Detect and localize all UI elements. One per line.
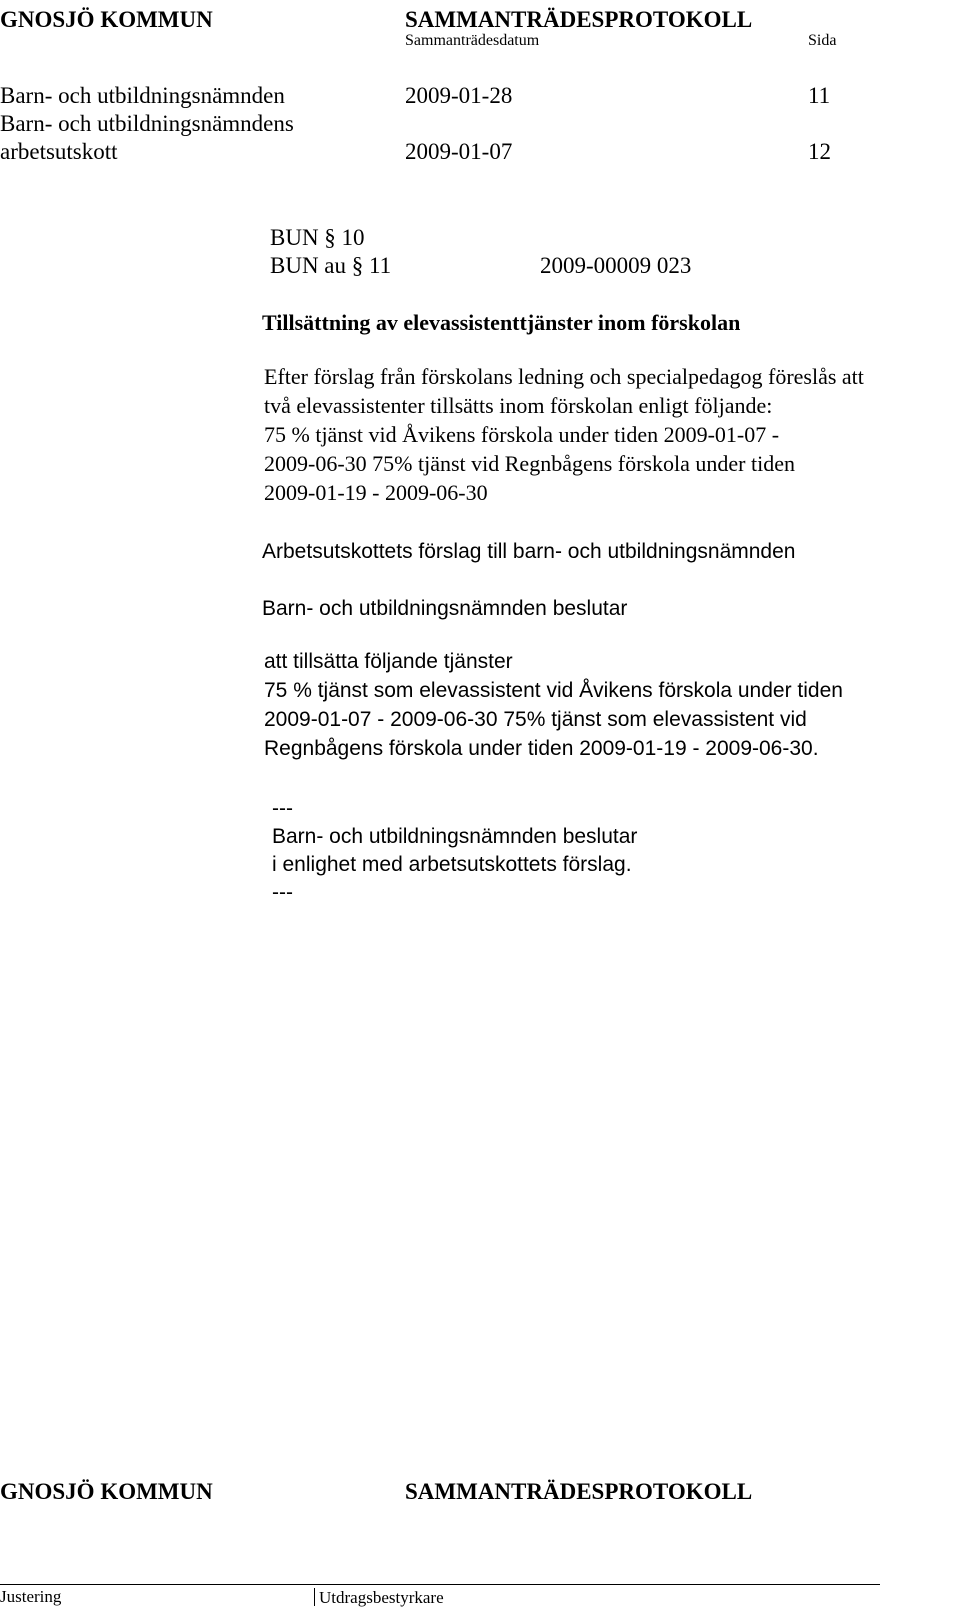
- header-date-label: Sammanträdesdatum: [405, 32, 540, 49]
- meeting-body-cont: arbetsutskott: [0, 139, 118, 164]
- document-title: Tillsättning av elevassistenttjänster inom förskolan: [262, 310, 741, 335]
- meeting-date: 2009-01-07: [405, 139, 513, 164]
- meeting-body: Barn- och utbildningsnämndens: [0, 111, 294, 136]
- footer-utdrag: [314, 1588, 444, 1606]
- header-page-label: Sida: [808, 32, 837, 49]
- footer-doc-type: SAMMANTRÄDESPROTOKOLL: [405, 1479, 753, 1504]
- footer-utdrag-label: Utdragsbestyrkare: [319, 1588, 444, 1607]
- intro-line: två elevassistenter tillsätts inom förskolan enligt följande:: [264, 393, 773, 418]
- final-decision-line: i enlighet med arbetsutskottets förslag.: [272, 853, 632, 876]
- footer-municipality: GNOSJÖ KOMMUN: [0, 1479, 213, 1504]
- intro-line: Efter förslag från förskolans ledning och specialpedagog föreslås att: [264, 364, 864, 389]
- decision-line: 75 % tjänst som elevassistent vid Åvikens förskola under tiden: [264, 679, 843, 702]
- separator-bottom: ---: [272, 881, 293, 904]
- proposal-heading: Arbetsutskottets förslag till barn- och utbildningsnämnden: [262, 540, 796, 563]
- decision-line: att tillsätta följande tjänster: [264, 650, 513, 673]
- meeting-body: Barn- och utbildningsnämnden: [0, 83, 285, 108]
- intro-line: 2009-01-19 - 2009-06-30: [264, 480, 488, 505]
- final-decision-line: Barn- och utbildningsnämnden beslutar: [272, 825, 638, 848]
- paragraph-ref-bun-au: BUN au § 11: [270, 253, 392, 278]
- meeting-page: 12: [808, 139, 831, 164]
- decision-line: Regnbågens förskola under tiden 2009-01-19 - 2009-06-30.: [264, 737, 819, 760]
- intro-line: 2009-06-30 75% tjänst vid Regnbågens förskola under tiden: [264, 451, 795, 476]
- header-municipality: GNOSJÖ KOMMUN: [0, 7, 213, 32]
- paragraph-ref-bun: BUN § 10: [270, 225, 365, 250]
- meeting-page: 11: [808, 83, 831, 108]
- decision-heading: Barn- och utbildningsnämnden beslutar: [262, 597, 628, 620]
- footer-rule: [0, 1584, 880, 1585]
- intro-paragraph: [264, 362, 864, 507]
- header-doc-type: SAMMANTRÄDESPROTOKOLL: [405, 7, 753, 32]
- intro-line: 75 % tjänst vid Åvikens förskola under tiden 2009-01-07 -: [264, 422, 780, 447]
- footer-divider: [314, 1588, 315, 1606]
- decision-paragraph: [264, 647, 843, 763]
- footer-justering-label: Justering: [0, 1587, 62, 1606]
- decision-line: 2009-01-07 - 2009-06-30 75% tjänst som elevassistent vid: [264, 708, 807, 731]
- meeting-date: 2009-01-28: [405, 83, 513, 108]
- case-number: 2009-00009 023: [540, 253, 692, 278]
- separator-top: ---: [272, 797, 293, 820]
